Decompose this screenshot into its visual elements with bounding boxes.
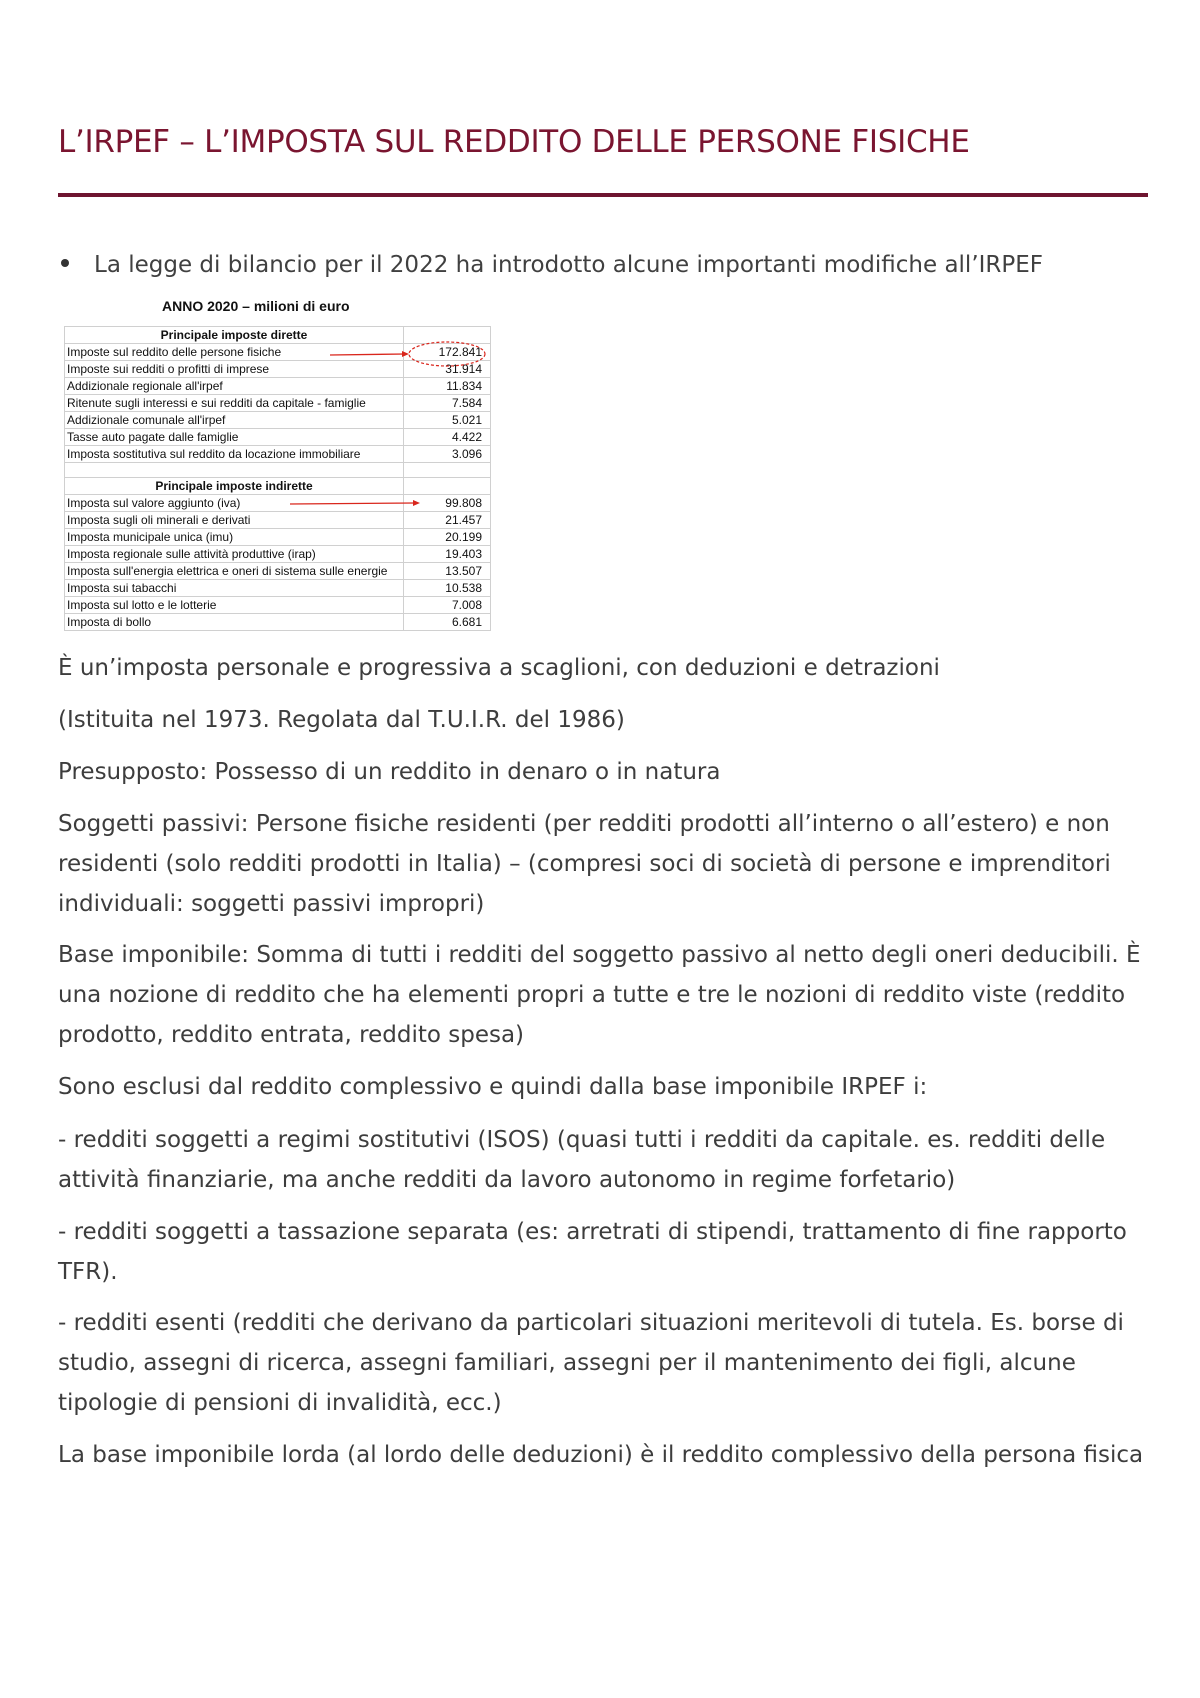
row-label: Addizionale regionale all'irpef (65, 378, 404, 395)
paragraph: La base imponibile lorda (al lordo delle deduzioni) è il reddito complessivo della persona fisica (58, 1442, 1144, 1468)
row-value: 10.538 (404, 580, 491, 597)
row-label: Imposta sui tabacchi (65, 580, 404, 597)
row-label: Imposta municipale unica (imu) (65, 529, 404, 546)
row-label: Imposta sul lotto e le lotterie (65, 597, 404, 614)
table-row (65, 563, 491, 580)
row-label: Imposta sul valore aggiunto (iva) (65, 495, 404, 512)
indirect-taxes-header: Principale imposte indirette (65, 478, 404, 495)
row-label: Addizionale comunale all'irpef (65, 412, 404, 429)
table-row (65, 614, 491, 631)
table-row (65, 361, 491, 378)
list-item: - redditi soggetti a regimi sostitutivi (ISOS) (quasi tutti i redditi da capitale. es. redditi delle attività finanziarie, ma anche redditi da lavoro autonomo in regime forfetario) (58, 1127, 1106, 1193)
row-value: 5.021 (404, 412, 491, 429)
row-value: 21.457 (404, 512, 491, 529)
row-value: 7.008 (404, 597, 491, 614)
paragraph: (Istituita nel 1973. Regolata dal T.U.I.R. del 1986) (58, 707, 625, 733)
row-label: Imposte sui redditi o profitti di imprese (65, 361, 404, 378)
row-value: 99.808 (404, 495, 491, 512)
table-spacer-row (65, 463, 491, 478)
row-value: 7.584 (404, 395, 491, 412)
paragraph: È un’imposta personale e progressiva a scaglioni, con deduzioni e detrazioni (58, 655, 940, 681)
row-label: Imposta regionale sulle attività produttive (irap) (65, 546, 404, 563)
row-value: 31.914 (404, 361, 491, 378)
row-label: Imposta sugli oli minerali e derivati (65, 512, 404, 529)
row-value: 19.403 (404, 546, 491, 563)
table-row (65, 512, 491, 529)
list-item: - redditi esenti (redditi che derivano da particolari situazioni meritevoli di tutela. Es. borse di studio, assegni di ricerca, assegni familiari, assegni per il mantenimento dei figli, alcune tipologie di pensioni di invalidità, ecc.) (58, 1310, 1124, 1416)
paragraph: Presupposto: Possesso di un reddito in denaro o in natura (58, 759, 721, 785)
row-value: 172.841 (404, 344, 491, 361)
paragraph: Sono esclusi dal reddito complessivo e quindi dalla base imponibile IRPEF i: (58, 1074, 928, 1100)
row-value: 11.834 (404, 378, 491, 395)
table-row (65, 429, 491, 446)
table-row (65, 495, 491, 512)
table-row (65, 344, 491, 361)
direct-taxes-header: Principale imposte dirette (65, 327, 404, 344)
row-label: Imposte sul reddito delle persone fisiche (65, 344, 404, 361)
table-row (65, 478, 491, 495)
row-label: Imposta sostitutiva sul reddito da locazione immobiliare (65, 446, 404, 463)
row-label: Imposta di bollo (65, 614, 404, 631)
row-value: 3.096 (404, 446, 491, 463)
row-label: Ritenute sugli interessi e sui redditi da capitale - famiglie (65, 395, 404, 412)
bullet-text: La legge di bilancio per il 2022 ha introdotto alcune importanti modifiche all’IRPEF (94, 252, 1044, 278)
row-value: 20.199 (404, 529, 491, 546)
table-title: ANNO 2020 – milioni di euro (162, 298, 350, 314)
table-row (65, 327, 491, 344)
table-row (65, 395, 491, 412)
bullet-icon (61, 259, 69, 267)
table-row (65, 580, 491, 597)
tax-revenue-table (64, 326, 491, 631)
table-row (65, 378, 491, 395)
row-label: Imposta sull'energia elettrica e oneri di sistema sulle energie (65, 563, 404, 580)
paragraph: Base imponibile: Somma di tutti i redditi del soggetto passivo al netto degli oneri deducibili. È una nozione di reddito che ha elementi propri a tutte e tre le nozioni di reddito viste (reddito prodotto, reddito entrata, reddito spesa) (58, 942, 1141, 1048)
row-value: 4.422 (404, 429, 491, 446)
table-row (65, 529, 491, 546)
page-title: L’IRPEF – L’IMPOSTA SUL REDDITO DELLE PERSONE FISICHE (58, 124, 970, 160)
row-value: 6.681 (404, 614, 491, 631)
row-value: 13.507 (404, 563, 491, 580)
table-row (65, 546, 491, 563)
paragraph: Soggetti passivi: Persone fisiche residenti (per redditi prodotti all’interno o all’estero) e non residenti (solo redditi prodotti in Italia) – (compresi soci di società di persone e imprenditori individuali: soggetti passivi impropri) (58, 811, 1111, 917)
row-label: Tasse auto pagate dalle famiglie (65, 429, 404, 446)
table-row (65, 412, 491, 429)
bullet-item (58, 252, 1043, 278)
list-item: - redditi soggetti a tassazione separata (es: arretrati di stipendi, trattamento di fine rapporto TFR). (58, 1219, 1127, 1285)
table-row (65, 597, 491, 614)
title-divider (58, 193, 1148, 197)
table-row (65, 446, 491, 463)
